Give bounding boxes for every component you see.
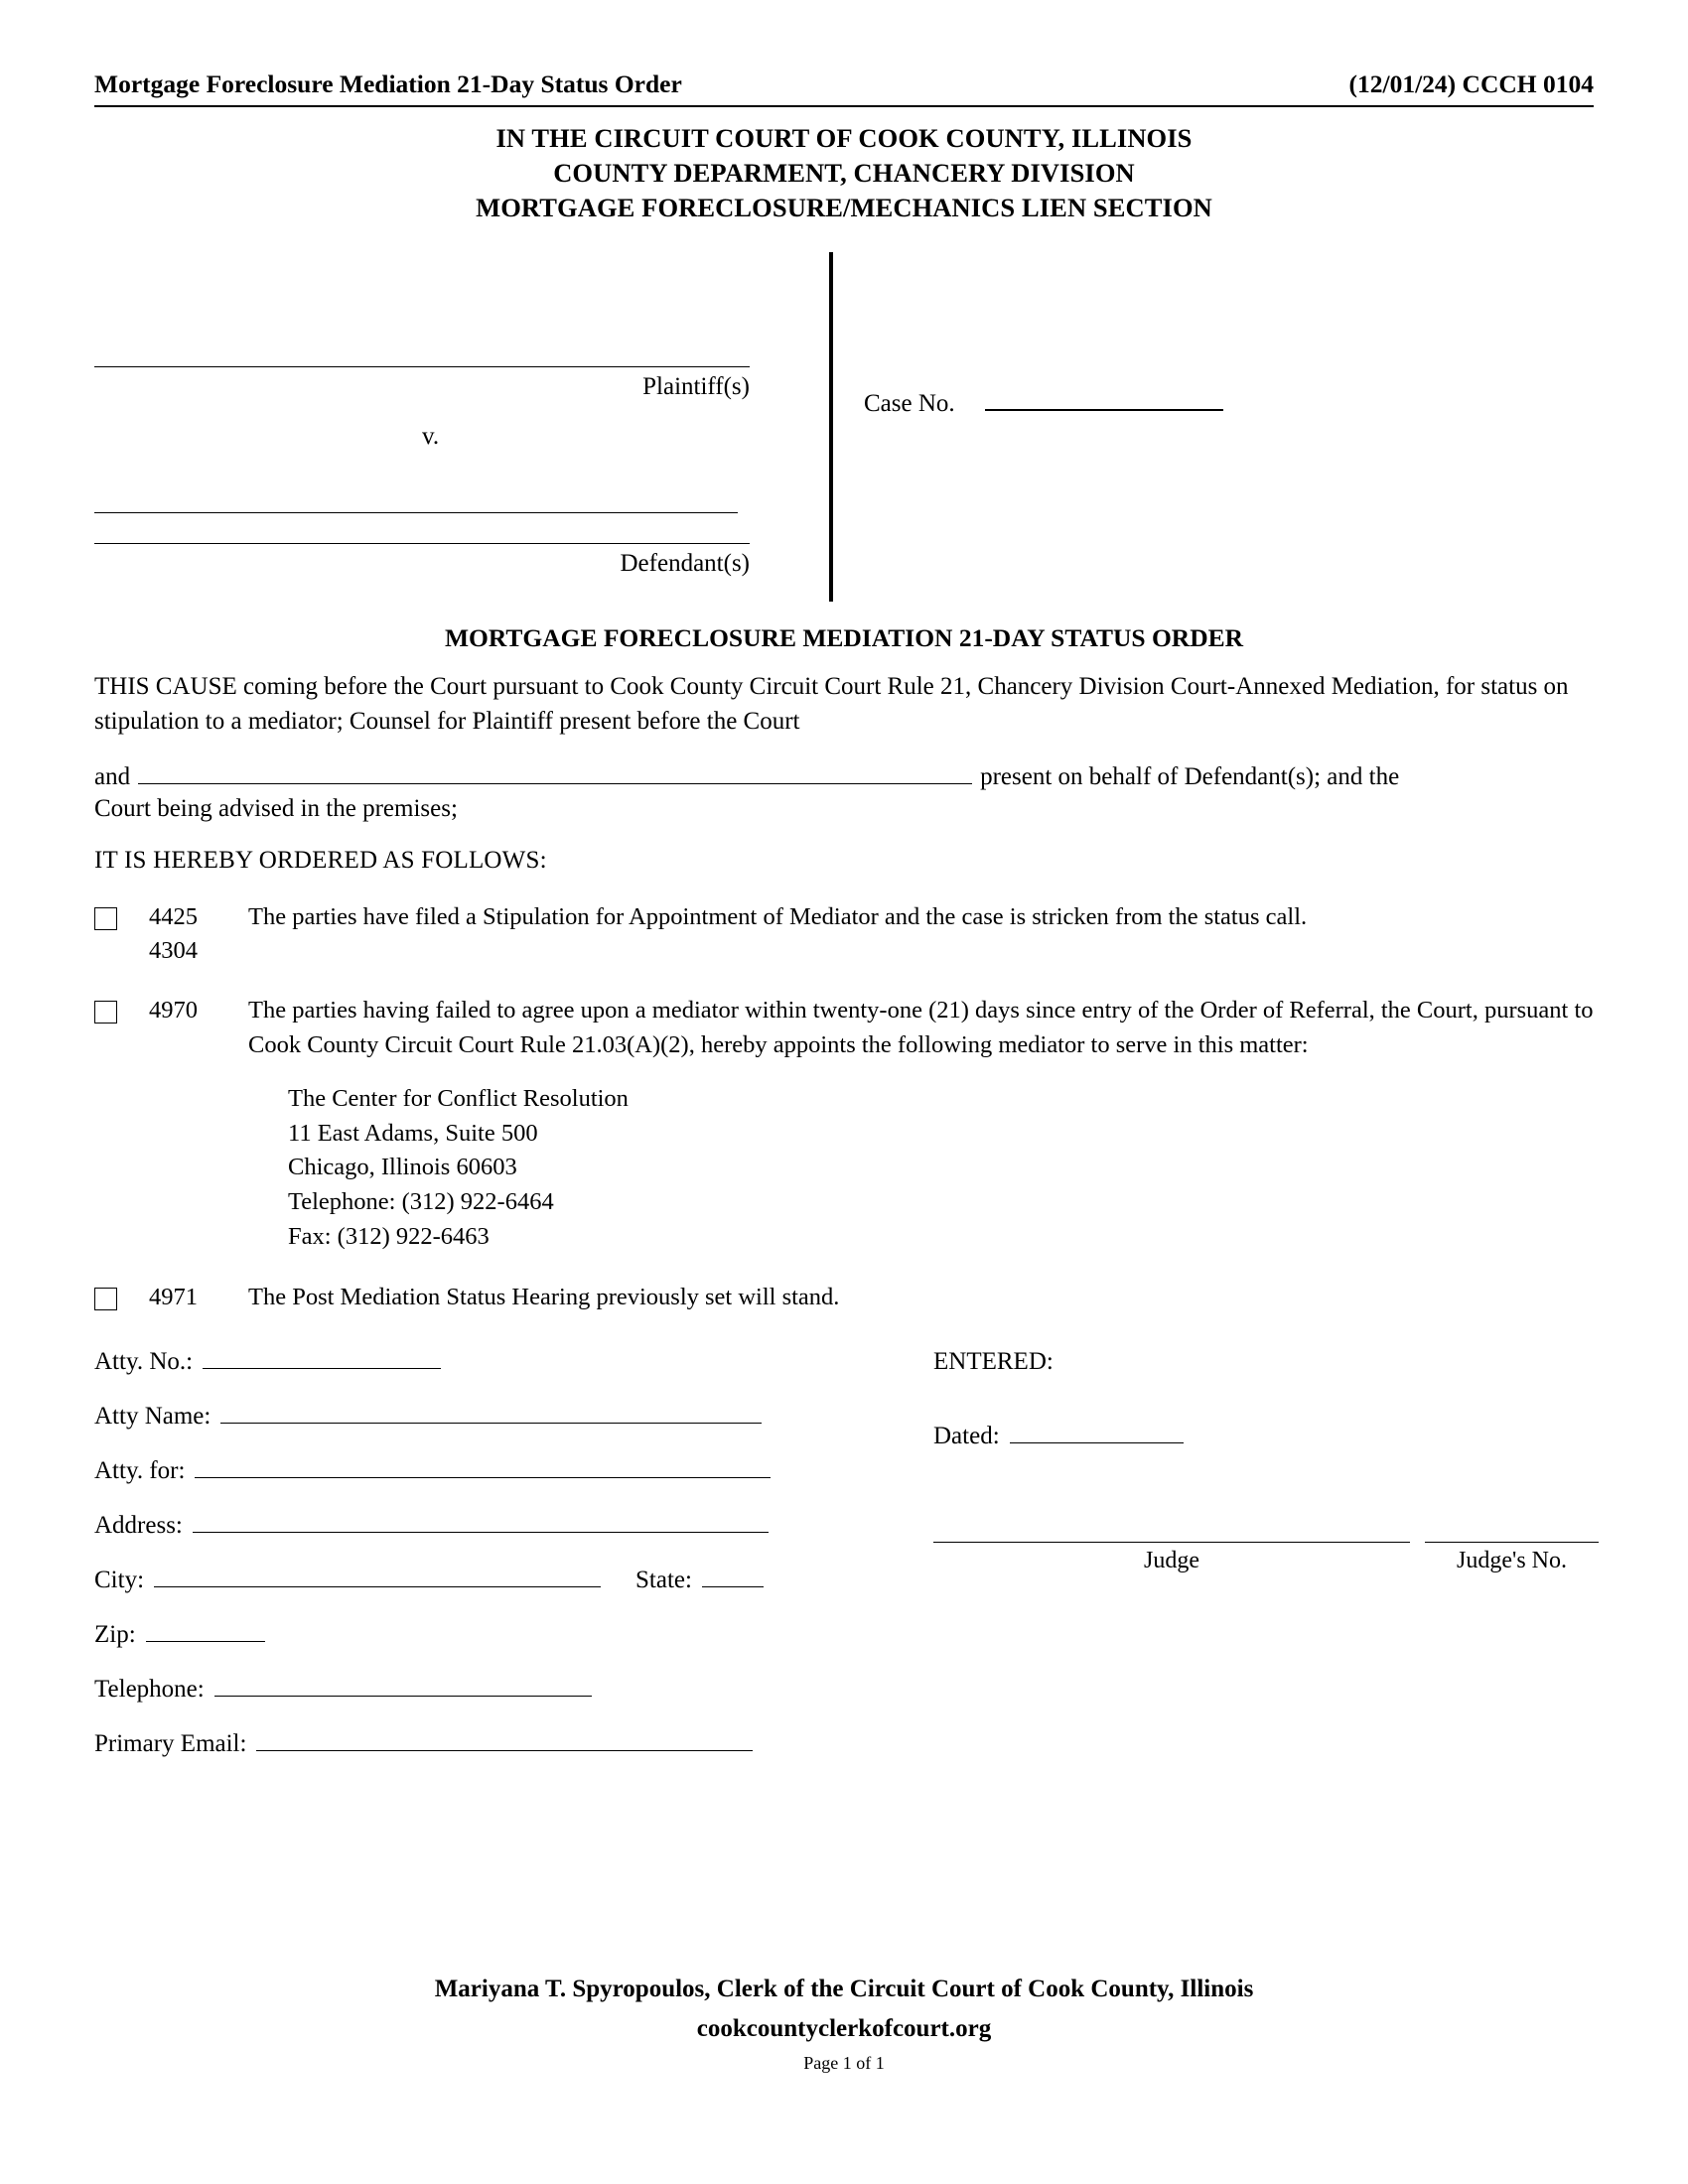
atty-for-label: Atty. for: <box>94 1457 186 1485</box>
court-line-3: MORTGAGE FORECLOSURE/MECHANICS LIEN SECTION <box>476 193 1212 223</box>
court-line-1: IN THE CIRCUIT COURT OF COOK COUNTY, ILLINOIS <box>495 123 1193 153</box>
atty-for-row <box>94 1457 909 1485</box>
mediator-city-state-zip: Chicago, Illinois 60603 <box>288 1154 517 1181</box>
code-4970: 4970 <box>149 997 198 1024</box>
defendant-input-1[interactable] <box>94 512 738 513</box>
versus-label: v. <box>422 422 440 450</box>
defendant-input-2[interactable] <box>94 543 750 544</box>
dated-input[interactable] <box>1010 1423 1184 1443</box>
court-heading <box>94 121 1594 226</box>
form-title: Mortgage Foreclosure Mediation 21-Day Status Order <box>94 69 682 98</box>
atty-name-row <box>94 1403 909 1431</box>
order-item-2-text: The parties having failed to agree upon a mediator within twenty-one (21) days since entry of the Order of Referral, the Court, pursuant to Cook County Circuit Court Rule 21.03(A)(2), hereby appoints the following mediator to serve in this matter: <box>248 997 1594 1058</box>
case-number-input[interactable] <box>985 389 1223 411</box>
address-input[interactable] <box>193 1512 769 1533</box>
plaintiff-input[interactable] <box>94 366 750 367</box>
city-state-row <box>94 1567 909 1594</box>
caption-parties <box>94 252 809 578</box>
atty-for-input[interactable] <box>195 1457 771 1478</box>
order-item-1-text: The parties have filed a Stipulation for Appointment of Mediator and the case is stricken from the status call. <box>248 902 1308 930</box>
document-header <box>94 69 1594 105</box>
page-content <box>94 69 1594 1765</box>
case-number-label: Case No. <box>864 389 955 417</box>
caption-divider <box>829 252 833 602</box>
signature-fields <box>94 1348 1594 1765</box>
address-row <box>94 1512 909 1540</box>
telephone-label: Telephone: <box>94 1676 205 1704</box>
mediator-telephone: Telephone: (312) 922-6464 <box>288 1188 554 1216</box>
atty-no-input[interactable] <box>203 1348 441 1369</box>
order-item-3-text: The Post Mediation Status Hearing previously set will stand. <box>248 1283 840 1310</box>
code-4425-line2: 4304 <box>149 937 198 964</box>
mediator-fax: Fax: (312) 922-6463 <box>288 1223 490 1251</box>
checkbox-4425[interactable] <box>94 907 117 930</box>
defendant-counsel-input[interactable] <box>138 761 972 784</box>
address-label: Address: <box>94 1512 183 1540</box>
page-number: Page 1 of 1 <box>803 2053 885 2073</box>
judge-caption: Judge <box>1144 1548 1199 1574</box>
telephone-input[interactable] <box>214 1676 592 1697</box>
checkbox-4970[interactable] <box>94 1001 117 1024</box>
entered-label: ENTERED: <box>933 1348 1054 1376</box>
atty-no-label: Atty. No.: <box>94 1348 194 1376</box>
case-caption <box>94 252 1594 619</box>
body-paragraph-1: THIS CAUSE coming before the Court pursuant to Cook County Circuit Court Rule 21, Chancery Division Court-Annexed Mediation, for status on stipulation to a mediator; Counsel for Plaintiff present before the Court <box>94 672 1569 736</box>
document-footer <box>94 1976 1594 2074</box>
state-label: State: <box>635 1567 692 1594</box>
entered-block <box>933 1348 1599 1450</box>
atty-name-input[interactable] <box>220 1403 762 1424</box>
dated-row <box>933 1423 1599 1450</box>
judge-number-line[interactable] <box>1425 1542 1599 1543</box>
clerk-name: Mariyana T. Spyropoulos, Clerk of the Circuit Court of Cook County, Illinois <box>434 1976 1254 2002</box>
judge-number-caption: Judge's No. <box>1457 1548 1567 1574</box>
email-input[interactable] <box>256 1730 753 1751</box>
header-rule <box>94 105 1594 107</box>
code-4425-line1: 4425 <box>149 902 198 930</box>
email-row <box>94 1730 909 1758</box>
city-label: City: <box>94 1567 145 1594</box>
city-input[interactable] <box>154 1567 601 1587</box>
zip-label: Zip: <box>94 1621 136 1649</box>
court-advised-text: Court being advised in the premises; <box>94 794 458 822</box>
defendant-label: Defendant(s) <box>620 549 750 577</box>
defendant-counsel-suffix: present on behalf of Defendant(s); and the <box>980 762 1400 790</box>
zip-input[interactable] <box>146 1621 265 1642</box>
zip-row <box>94 1621 909 1649</box>
case-number-group <box>864 389 1223 418</box>
order-title: MORTGAGE FORECLOSURE MEDIATION 21-DAY STATUS ORDER <box>444 622 1244 652</box>
order-item-1 <box>94 900 1594 969</box>
code-4971: 4971 <box>149 1283 198 1310</box>
order-item-2 <box>94 994 1594 1062</box>
mediator-name: The Center for Conflict Resolution <box>288 1084 629 1112</box>
state-input[interactable] <box>702 1567 764 1587</box>
attorney-info-block <box>94 1348 909 1785</box>
plaintiff-label: Plaintiff(s) <box>642 372 750 400</box>
atty-no-row <box>94 1348 909 1376</box>
judge-number-group <box>1425 1542 1599 1574</box>
order-item-3 <box>94 1281 1594 1314</box>
and-label: and <box>94 762 131 790</box>
mediator-address: 11 East Adams, Suite 500 <box>288 1119 538 1147</box>
judge-signature-area <box>933 1542 1599 1574</box>
email-label: Primary Email: <box>94 1730 247 1758</box>
ordered-heading: IT IS HEREBY ORDERED AS FOLLOWS: <box>94 846 547 874</box>
defendant-counsel-row <box>94 761 1594 791</box>
dated-label: Dated: <box>933 1423 1000 1450</box>
mediator-block <box>288 1082 1594 1255</box>
code-4425 <box>149 900 248 969</box>
form-code: (12/01/24) CCCH 0104 <box>1348 69 1594 98</box>
clerk-website: cookcountyclerkofcourt.org <box>696 2015 992 2042</box>
telephone-row <box>94 1676 909 1704</box>
judge-signature-group <box>933 1542 1410 1574</box>
judge-signature-line[interactable] <box>933 1542 1410 1543</box>
checkbox-4971[interactable] <box>94 1288 117 1310</box>
court-line-2: COUNTY DEPARMENT, CHANCERY DIVISION <box>553 158 1135 189</box>
atty-name-label: Atty Name: <box>94 1403 211 1431</box>
